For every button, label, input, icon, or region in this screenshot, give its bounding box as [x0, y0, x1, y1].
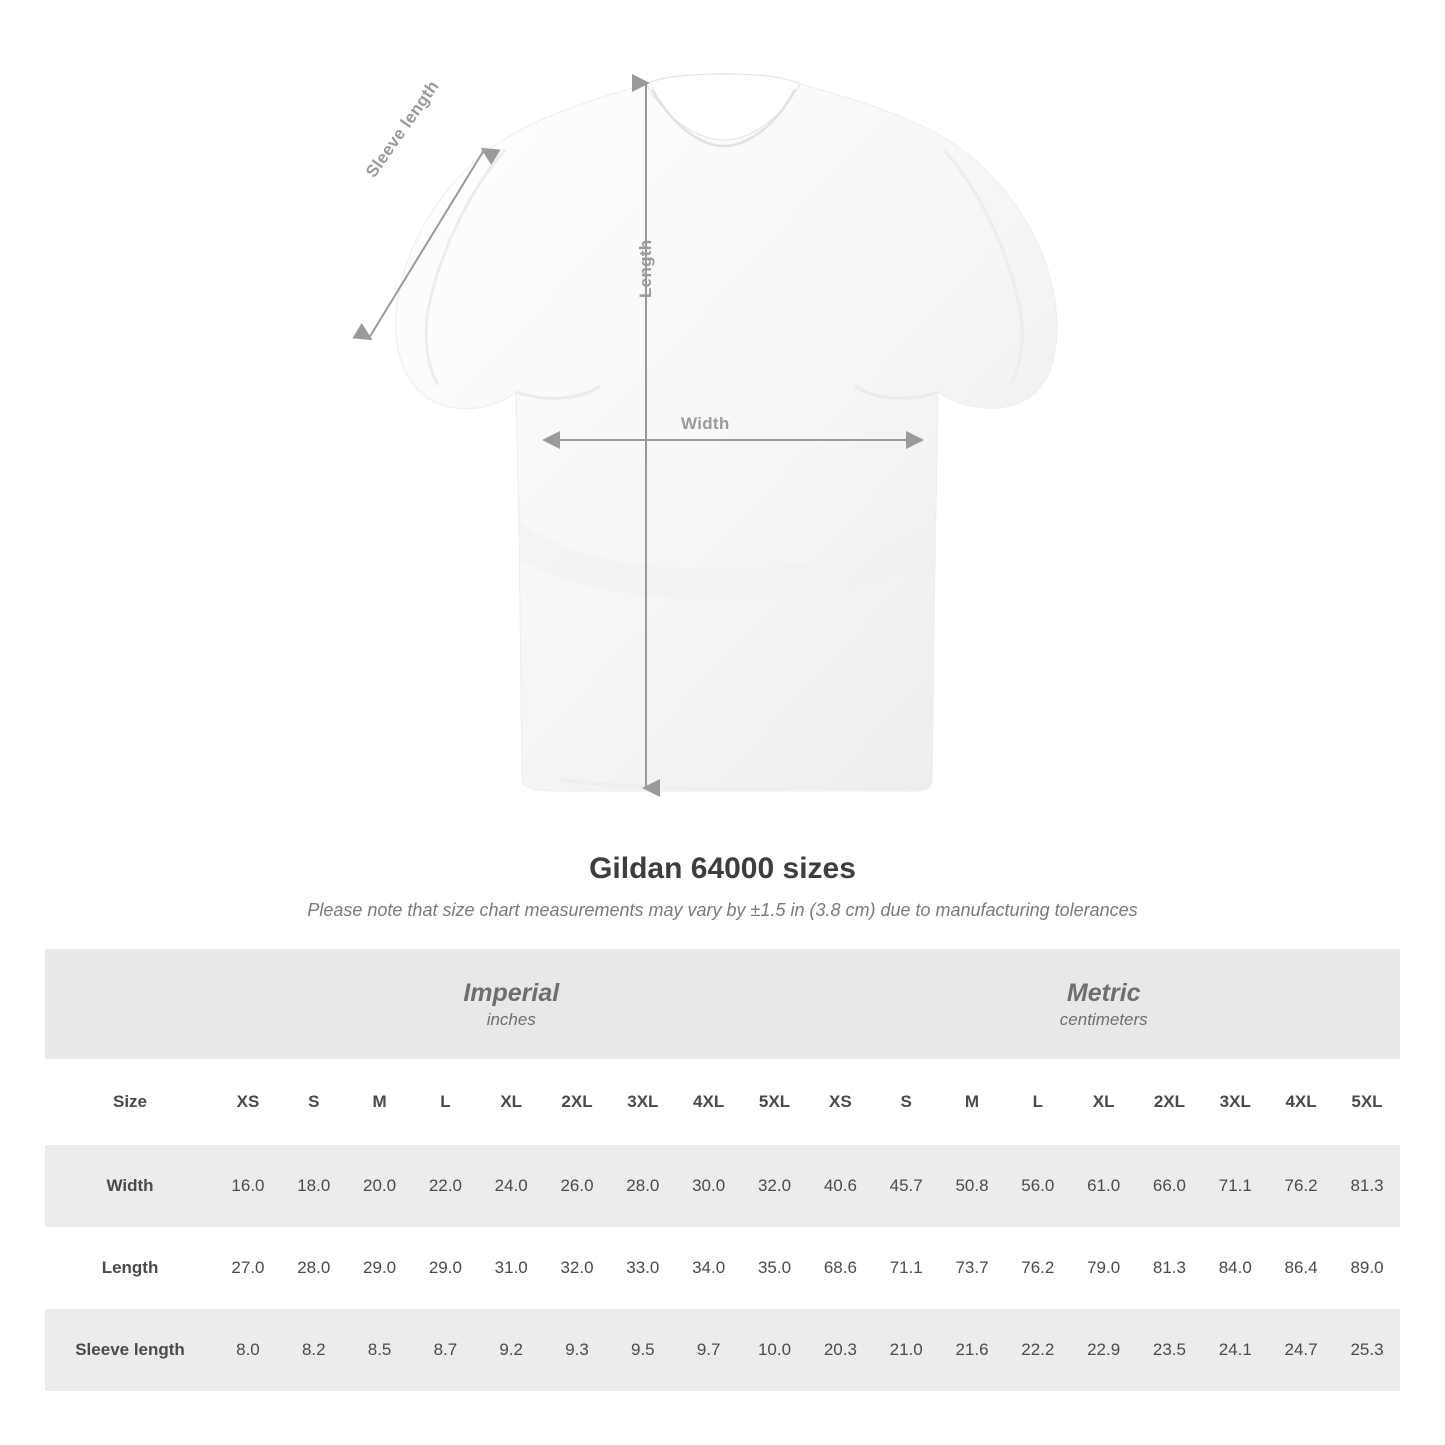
cell: 24.1 — [1218, 1340, 1252, 1359]
cell: 68.6 — [823, 1258, 857, 1277]
cell: 79.0 — [1087, 1258, 1121, 1277]
cell: 81.3 — [1350, 1176, 1384, 1195]
size-header-cell: S — [900, 1092, 912, 1111]
cell: 32.0 — [560, 1258, 594, 1277]
cell: 23.5 — [1152, 1340, 1186, 1359]
cell: 28.0 — [626, 1176, 660, 1195]
table-row — [45, 1227, 1400, 1309]
cell: 24.0 — [494, 1176, 528, 1195]
cell: 61.0 — [1087, 1176, 1121, 1195]
cell: 71.1 — [889, 1258, 923, 1277]
size-header-cell: M — [964, 1092, 980, 1111]
cell: 9.3 — [565, 1340, 589, 1359]
cell: 31.0 — [494, 1258, 528, 1277]
cell: 18.0 — [297, 1176, 331, 1195]
size-header-cell: XS — [829, 1092, 852, 1111]
cell: 76.2 — [1284, 1176, 1318, 1195]
size-header-cell: XS — [236, 1092, 260, 1111]
cell: 73.7 — [955, 1258, 989, 1277]
size-header-cell: 2XL — [561, 1092, 593, 1111]
cell: 40.6 — [823, 1176, 857, 1195]
cell: 81.3 — [1152, 1258, 1186, 1277]
cell: 56.0 — [1021, 1176, 1055, 1195]
size-header-cell: XL — [1092, 1092, 1115, 1111]
size-header-cell: 4XL — [693, 1092, 725, 1111]
width-label: Width — [681, 414, 730, 433]
cell: 20.3 — [823, 1340, 857, 1359]
cell: 8.7 — [433, 1340, 458, 1359]
cell: 30.0 — [692, 1176, 726, 1195]
cell: 34.0 — [692, 1258, 726, 1277]
cell: 10.0 — [757, 1340, 792, 1359]
cell: 22.9 — [1087, 1340, 1121, 1359]
cell: 22.0 — [428, 1176, 462, 1195]
cell: 24.7 — [1284, 1340, 1318, 1359]
cell: 33.0 — [626, 1258, 660, 1277]
unit-header-row — [45, 949, 1400, 1059]
cell: 86.4 — [1284, 1258, 1318, 1277]
size-header-cell: 3XL — [627, 1092, 659, 1111]
cell: 20.0 — [363, 1176, 397, 1195]
sleeve-length-label: Sleeve length — [362, 77, 443, 181]
size-header-cell: L — [440, 1092, 451, 1111]
size-table — [45, 949, 1400, 1391]
metric-sub: centimeters — [1059, 1009, 1148, 1029]
cell: 76.2 — [1021, 1258, 1055, 1277]
cell: 9.2 — [499, 1340, 524, 1359]
cell: 71.1 — [1218, 1176, 1252, 1195]
metric-name: Metric — [1066, 979, 1141, 1008]
cell: 66.0 — [1152, 1176, 1186, 1195]
cell: 50.8 — [955, 1176, 989, 1195]
cell: 9.7 — [696, 1340, 721, 1359]
imperial-sub: inches — [486, 1009, 536, 1029]
size-header-row — [45, 1059, 1400, 1145]
imperial-name: Imperial — [463, 979, 560, 1008]
cell: 89.0 — [1350, 1258, 1384, 1277]
length-label: Length — [636, 239, 655, 298]
cell: 29.0 — [363, 1258, 397, 1277]
unit-header-metric — [807, 949, 1400, 1059]
cell: 16.0 — [231, 1176, 265, 1195]
size-header-cell: S — [308, 1092, 320, 1111]
tolerance-note: Please note that size chart measurements may vary by ±1.5 in (3.8 cm) due to manufacturing tolerances — [307, 900, 1138, 920]
cell: 8.2 — [301, 1340, 326, 1359]
cell: 45.7 — [889, 1176, 923, 1195]
table-row — [45, 1309, 1400, 1391]
cell: 28.0 — [297, 1258, 331, 1277]
size-header-cell: 5XL — [758, 1092, 791, 1111]
size-header-cell: L — [1032, 1092, 1043, 1111]
cell: 27.0 — [231, 1258, 265, 1277]
size-header-cell: 5XL — [1351, 1092, 1383, 1111]
size-header-cell: 2XL — [1153, 1092, 1186, 1111]
cell: 21.6 — [955, 1340, 989, 1359]
row-label-width: Width — [106, 1176, 154, 1195]
cell: 84.0 — [1218, 1258, 1252, 1277]
size-header-cell: 4XL — [1285, 1092, 1317, 1111]
cell: 21.0 — [889, 1340, 923, 1359]
page-title: Gildan 64000 sizes — [589, 852, 856, 885]
cell: 8.0 — [236, 1340, 260, 1359]
unit-header-imperial — [215, 949, 807, 1059]
row-label-length: Length — [101, 1258, 159, 1277]
table-row — [45, 1145, 1400, 1227]
cell: 25.3 — [1350, 1340, 1384, 1359]
cell: 9.5 — [631, 1340, 655, 1359]
cell: 8.5 — [367, 1340, 392, 1359]
cell: 35.0 — [757, 1258, 792, 1277]
cell: 29.0 — [428, 1258, 462, 1277]
cell: 22.2 — [1021, 1340, 1055, 1359]
row-label-sleeve-length: Sleeve length — [75, 1340, 185, 1359]
size-column-label: Size — [113, 1092, 148, 1111]
size-table-wrap — [45, 949, 1400, 1391]
cell: 26.0 — [560, 1176, 594, 1195]
title-block — [0, 852, 1445, 921]
size-header-cell: XL — [500, 1092, 523, 1111]
unit-header-spacer — [45, 949, 215, 1059]
size-header-cell: 3XL — [1219, 1092, 1251, 1111]
size-header-cell: M — [372, 1092, 387, 1111]
cell: 32.0 — [757, 1176, 792, 1195]
